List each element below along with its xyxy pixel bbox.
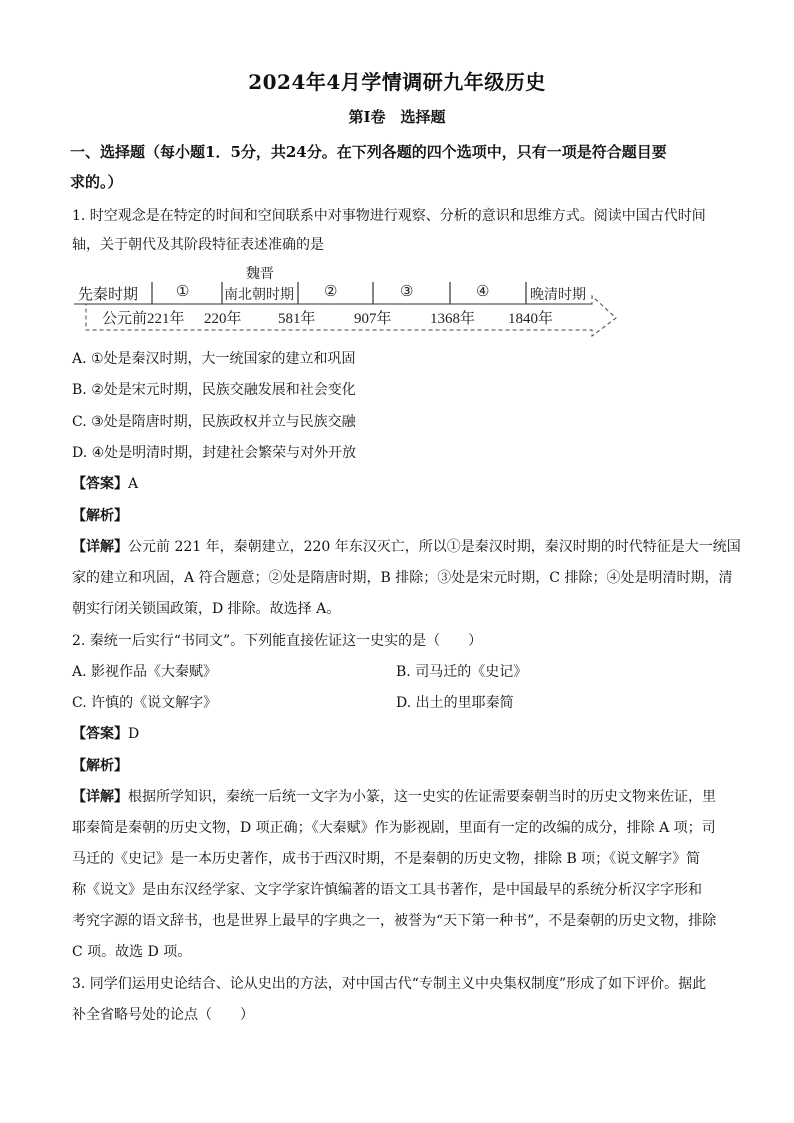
q1-detail-line2: 家的建立和巩固，A 符合题意；②处是隋唐时期，B 排除；③处是宋元时期，C 排除；④处是明清时期，清 (72, 570, 733, 586)
period-label: ① (176, 284, 190, 300)
q2-analysis-tag: 【解析】 (72, 758, 128, 774)
period-label: 南北朝时期 (224, 288, 294, 303)
q1-stem-line2: 轴，关于朝代及其阶段特征表述准确的是 (72, 237, 324, 253)
q2-option-d: D. 出土的里耶秦简 (396, 695, 514, 711)
year-label: 220年 (204, 311, 242, 327)
q1-answer-line (72, 473, 138, 493)
year-label: 581年 (278, 311, 316, 327)
q1-option-c: C. ③处是隋唐时期，民族政权并立与民族交融 (72, 414, 356, 430)
q1-answer-value: A (128, 476, 139, 492)
q2-detail-line6: C 项。故选 D 项。 (72, 944, 192, 960)
q2-stem: 2. 秦统一后实行“书同文”。下列能直接佐证这一史实的是（ ） (72, 633, 483, 649)
q2-detail-line2: 耶秦简是秦朝的历史文物，D 项正确；《大秦赋》作为影视剧，里面有一定的改编的成分，排除 A 项；司 (72, 820, 716, 836)
year-label: 公元前221年 (102, 311, 185, 327)
section-instruction-line1: 一、选择题（每小题1．5分，共24分。在下列各题的四个选项中，只有一项是符合题目要 (70, 143, 667, 161)
period-label: ④ (476, 284, 490, 300)
detail-tag: 【详解】 (72, 539, 128, 555)
period-label: ② (324, 284, 338, 300)
q1-detail-line1 (72, 536, 741, 556)
q2-option-c: C. 许慎的《说文解字》 (72, 695, 218, 711)
page-title: 2024年4月学情调研九年级历史 (248, 70, 546, 94)
section-instruction-line2: 求的。） (70, 173, 123, 191)
answer-tag: 【答案】 (72, 726, 128, 742)
q3-stem-line2: 补全省略号处的论点（ ） (72, 1007, 254, 1023)
q2-detail-line3: 马迁的《史记》是一本历史著作，成书于西汉时期，不是秦朝的历史文物，排除 B 项；《说文解字》简 (72, 851, 701, 867)
q1-analysis-tag: 【解析】 (72, 508, 128, 524)
q1-detail-line3: 朝实行闭关锁国政策，D 排除。故选择 A。 (72, 601, 341, 617)
answer-tag: 【答案】 (72, 476, 128, 492)
q1-timeline-figure (72, 264, 632, 340)
q2-detail-line1 (72, 786, 716, 806)
detail-tag: 【详解】 (72, 789, 128, 805)
year-label: 1368年 (430, 311, 476, 327)
q1-option-b: B. ②处是宋元时期，民族交融发展和社会变化 (72, 382, 356, 398)
detail-text: 根据所学知识，秦统一后统一文字为小篆，这一史实的佐证需要秦朝当时的历史文物来佐证，里 (128, 789, 716, 805)
year-label: 1840年 (508, 311, 554, 327)
year-label: 907年 (354, 311, 392, 327)
q2-answer-line (72, 723, 139, 743)
timeline-diagram (72, 264, 632, 340)
period-label: ③ (400, 284, 414, 300)
period-label: 晚清时期 (530, 288, 586, 303)
detail-text: 公元前 221 年，秦朝建立，220 年东汉灭亡，所以①是秦汉时期，秦汉时期的时代特征是大一统国 (128, 539, 741, 555)
q2-option-a: A. 影视作品《大秦赋》 (72, 664, 218, 680)
q1-stem-line1: 1. 时空观念是在特定的时间和空间联系中对事物进行观察、分析的意识和思维方式。阅读中国古代时间 (72, 208, 706, 224)
q2-answer-value: D (128, 726, 140, 742)
section-subtitle: 第Ⅰ卷 选择题 (348, 108, 446, 126)
q3-stem-line1: 3. 同学们运用史论结合、论从史出的方法，对中国古代“专制主义中央集权制度”形成了如下评价。据此 (72, 976, 707, 992)
q2-detail-line4: 称《说文》是由东汉经学家、文字学家许慎编著的语文工具书著作，是中国最早的系统分析汉字字形和 (72, 882, 702, 898)
q1-option-d: D. ④处是明清时期，封建社会繁荣与对外开放 (72, 445, 357, 461)
q2-detail-line5: 考究字源的语文辞书，也是世界上最早的字典之一，被誉为“天下第一种书”，不是秦朝的历史文物，排除 (72, 913, 717, 929)
q1-option-a: A. ①处是秦汉时期，大一统国家的建立和巩固 (72, 351, 356, 367)
period-label: 先秦时期 (78, 287, 139, 303)
period-label: 魏晋 (246, 267, 274, 282)
q2-option-b: B. 司马迁的《史记》 (396, 664, 528, 680)
